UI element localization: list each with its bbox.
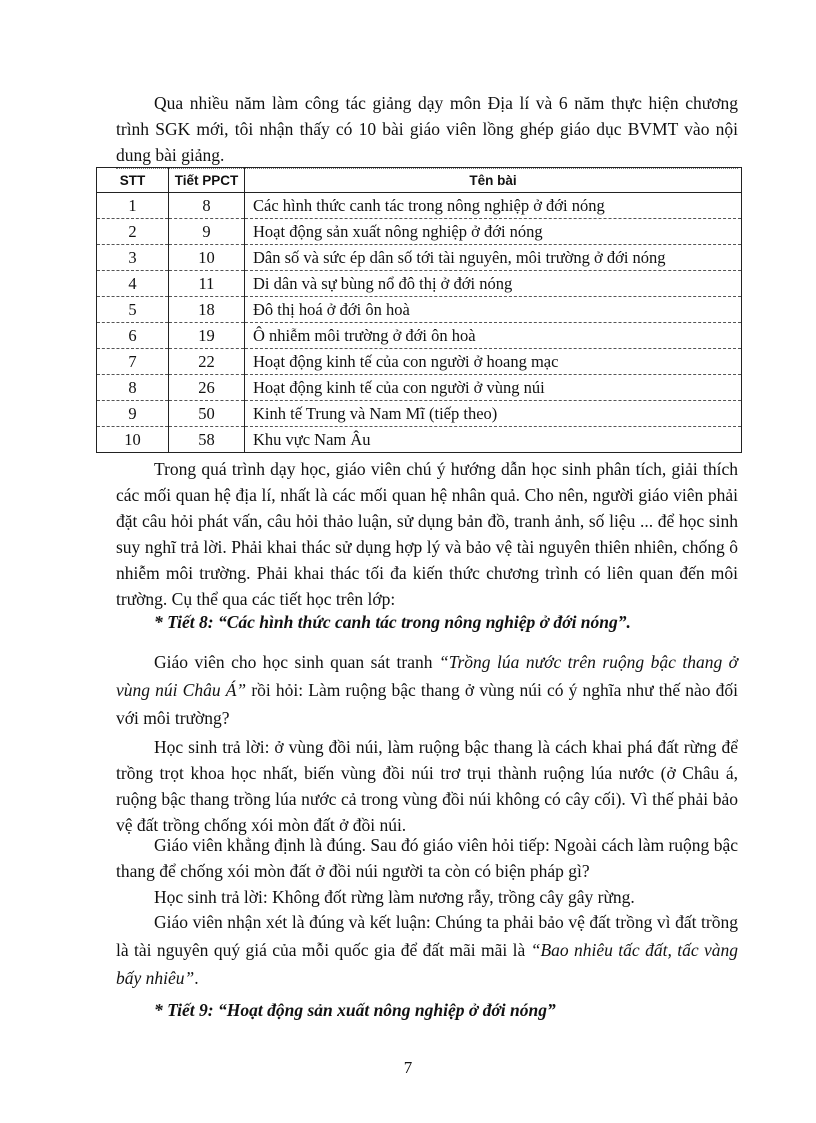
cell-period: 58	[169, 427, 245, 453]
cell-lesson: Hoạt động kinh tế của con người ở vùng núi	[245, 375, 742, 401]
table-row	[97, 401, 742, 427]
cell-period: 22	[169, 349, 245, 375]
header-period: Tiết PPCT	[169, 168, 245, 193]
table-row	[97, 245, 742, 271]
cell-lesson: Di dân và sự bùng nổ đô thị ở đới nóng	[245, 271, 742, 297]
cell-period: 19	[169, 323, 245, 349]
lesson-8-heading: * Tiết 8: “Các hình thức canh tác trong nông nghiệp ở đới nóng”.	[154, 612, 631, 632]
lesson-9-heading: * Tiết 9: “Hoạt động sản xuất nông nghiệp ở đới nóng”	[154, 1000, 556, 1020]
table-row	[97, 271, 742, 297]
header-stt: STT	[97, 168, 169, 193]
lesson-table	[96, 167, 742, 453]
cell-period: 26	[169, 375, 245, 401]
cell-period: 8	[169, 193, 245, 219]
question-text: rồi hỏi: Làm ruộng bậc thang ở vùng núi có ý nghĩa như thế nào đối với môi trường?	[116, 680, 739, 728]
cell-period: 50	[169, 401, 245, 427]
cell-lesson: Khu vực Nam Âu	[245, 427, 742, 453]
lesson-8-question-paragraph	[116, 648, 738, 732]
cell-stt: 8	[97, 375, 169, 401]
cell-stt: 10	[97, 427, 169, 453]
cell-lesson: Hoạt động kinh tế của con người ở hoang mạc	[245, 349, 742, 375]
student-answer-2-paragraph: Học sinh trả lời: Không đốt rừng làm nương rẫy, trồng cây gây rừng.	[154, 887, 635, 907]
cell-lesson: Hoạt động sản xuất nông nghiệp ở đới nóng	[245, 219, 742, 245]
cell-stt: 5	[97, 297, 169, 323]
cell-stt: 2	[97, 219, 169, 245]
table-row	[97, 219, 742, 245]
header-lesson-name: Tên bài	[245, 168, 742, 193]
table-row	[97, 297, 742, 323]
conclusion-paragraph	[116, 908, 738, 992]
cell-stt: 7	[97, 349, 169, 375]
analysis-paragraph: Trong quá trình dạy học, giáo viên chú ý hướng dẫn học sinh phân tích, giải thích các mối quan hệ địa lí, nhất là các mối quan hệ nhân quả. Cho nên, người giáo viên phải đặt câu hỏi phát vấn, câu hỏi thảo luận, sử dụng bản đồ, tranh ảnh, số liệu ... để học sinh suy nghĩ trả lời. Phải khai thác sử dụng hợp lý và bảo vệ tài nguyên thiên nhiên, chống ô nhiễm môi trường. Phải khai thác tối đa kiến thức chương trình có liên quan đến môi trường. Cụ thể qua các tiết học trên lớp:	[116, 459, 738, 609]
cell-stt: 3	[97, 245, 169, 271]
intro-paragraph: Qua nhiều năm làm công tác giảng dạy môn Địa lí và 6 năm thực hiện chương trình SGK mới, tôi nhận thấy có 10 bài giáo viên lồng ghép giáo dục BVMT vào nội dung bài giảng.	[116, 90, 738, 169]
cell-stt: 4	[97, 271, 169, 297]
teacher-followup-paragraph: Giáo viên khẳng định là đúng. Sau đó giáo viên hỏi tiếp: Ngoài cách làm ruộng bậc thang để chống xói mòn đất ở đồi núi người ta còn có biện pháp gì?	[116, 835, 738, 881]
table-header-row	[97, 168, 742, 193]
table-row	[97, 323, 742, 349]
cell-lesson: Kinh tế Trung và Nam Mĩ (tiếp theo)	[245, 401, 742, 427]
table-row	[97, 349, 742, 375]
cell-lesson: Các hình thức canh tác trong nông nghiệp ở đới nóng	[245, 193, 742, 219]
picture-title-quote: “Trồng lúa nước trên ruộng bậc thang ở vùng núi Châu Á”	[116, 652, 738, 700]
question-intro-text: Giáo viên cho học sinh quan sát tranh	[154, 652, 433, 672]
table-row	[97, 375, 742, 401]
cell-period: 9	[169, 219, 245, 245]
conclusion-end: .	[194, 968, 199, 988]
cell-lesson: Đô thị hoá ở đới ôn hoà	[245, 297, 742, 323]
cell-stt: 1	[97, 193, 169, 219]
page-number: 7	[403, 1058, 413, 1077]
cell-stt: 6	[97, 323, 169, 349]
cell-stt: 9	[97, 401, 169, 427]
proverb-quote: “Bao nhiêu tấc đất, tấc vàng bấy nhiêu”	[116, 940, 739, 988]
cell-lesson: Dân số và sức ép dân số tới tài nguyên, môi trường ở đới nóng	[245, 245, 742, 271]
cell-period: 18	[169, 297, 245, 323]
student-answer-paragraph: Học sinh trả lời: ở vùng đồi núi, làm ruộng bậc thang là cách khai phá đất rừng để trồng trọt khoa học nhất, biến vùng đồi núi trơ trụi thành ruộng lúa nước (ở Châu á, ruộng bậc thang trồng lúa nước cả trong vùng đồi núi không có cây cối). Vì thế phải bảo vệ đất trồng chống xói mòn đất ở đồi núi.	[116, 737, 738, 835]
cell-lesson: Ô nhiễm môi trường ở đới ôn hoà	[245, 323, 742, 349]
cell-period: 10	[169, 245, 245, 271]
conclusion-text: Giáo viên nhận xét là đúng và kết luận: Chúng ta phải bảo vệ đất trồng vì đất trồng là tài nguyên quý giá của mỗi quốc gia để đất mãi mãi là	[116, 912, 738, 960]
cell-period: 11	[169, 271, 245, 297]
table-row	[97, 427, 742, 453]
table-row	[97, 193, 742, 219]
